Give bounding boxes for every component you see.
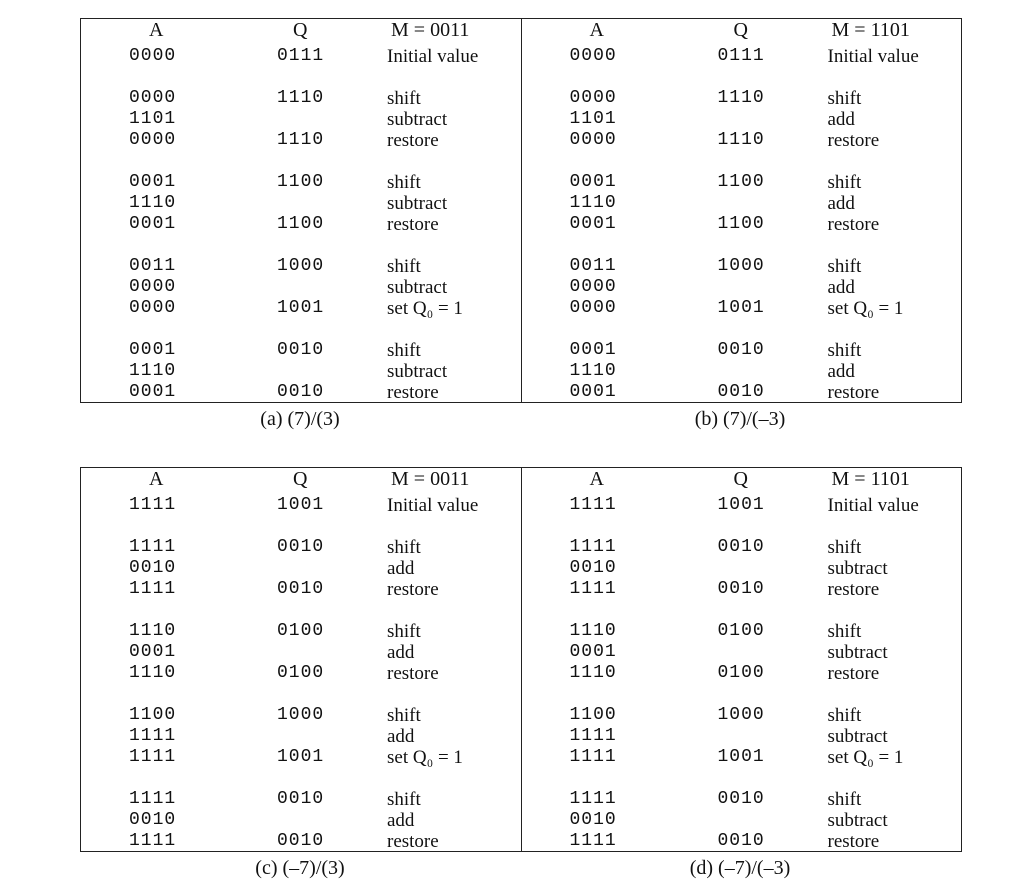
- register-a-cell: 1111: [129, 537, 177, 557]
- register-q-cell: 0100: [277, 663, 325, 683]
- table-row: [81, 277, 521, 298]
- column-header-a: A: [149, 19, 164, 41]
- table-row: [522, 193, 962, 214]
- register-q-cell: 1000: [277, 705, 325, 725]
- operation-cell: set Q₀ = 1: [827, 747, 904, 768]
- table-row: [81, 130, 521, 151]
- register-q-cell: 1001: [277, 495, 325, 515]
- column-header-m: M = 1101: [831, 19, 910, 41]
- operation-cell: Initial value: [387, 46, 479, 67]
- register-q-cell: 0010: [277, 831, 325, 851]
- operation-cell: shift: [387, 256, 421, 277]
- register-q-cell: 1000: [717, 256, 765, 276]
- register-a-cell: 0001: [129, 214, 177, 234]
- column-header-a: A: [589, 468, 604, 490]
- table-row: [522, 88, 962, 109]
- register-a-cell: 1101: [129, 109, 177, 129]
- table-row: [522, 831, 962, 852]
- register-a-cell: 0000: [569, 46, 617, 66]
- operation-cell: shift: [387, 621, 421, 642]
- register-q-cell: 0111: [717, 46, 765, 66]
- table-row: [522, 558, 962, 579]
- register-q-cell: 0010: [277, 789, 325, 809]
- operation-cell: set Q₀ = 1: [387, 298, 463, 319]
- operation-cell: subtract: [827, 558, 888, 579]
- register-a-cell: 0001: [569, 172, 617, 192]
- table-row: [522, 705, 962, 726]
- table-row: [81, 810, 521, 831]
- operation-cell: shift: [827, 340, 862, 361]
- table-row: [522, 298, 962, 319]
- register-q-cell: 1110: [717, 88, 765, 108]
- table-row: [522, 747, 962, 768]
- table-row: [522, 109, 962, 130]
- operation-cell: subtract: [827, 810, 888, 831]
- table-row: [522, 495, 962, 516]
- caption-c: (c) (–7)/(3): [255, 857, 345, 879]
- operation-cell: add: [387, 642, 415, 663]
- table-row: [81, 495, 521, 516]
- register-a-cell: 0010: [569, 810, 617, 830]
- table-row: [522, 537, 962, 558]
- register-q-cell: 1001: [717, 495, 765, 515]
- register-a-cell: 0010: [129, 810, 177, 830]
- operation-cell: set Q₀ = 1: [827, 298, 904, 319]
- table-row: [522, 172, 962, 193]
- table-row: [81, 537, 521, 558]
- register-q-cell: 0010: [277, 382, 325, 402]
- register-q-cell: 0010: [717, 831, 765, 851]
- register-a-cell: 1110: [129, 361, 177, 381]
- register-q-cell: 1000: [277, 256, 325, 276]
- register-a-cell: 0011: [569, 256, 617, 276]
- operation-cell: restore: [827, 214, 880, 235]
- table-row: [522, 277, 962, 298]
- register-a-cell: 0011: [129, 256, 177, 276]
- register-a-cell: 1111: [129, 831, 177, 851]
- table-row: [81, 256, 521, 277]
- register-a-cell: 1111: [129, 579, 177, 599]
- register-a-cell: 0010: [129, 558, 177, 578]
- register-a-cell: 1100: [569, 705, 617, 725]
- register-a-cell: 0000: [129, 130, 177, 150]
- register-q-cell: 0010: [277, 537, 325, 557]
- register-q-cell: 1000: [717, 705, 765, 725]
- register-a-cell: 1101: [569, 109, 617, 129]
- column-header-a: A: [589, 19, 604, 41]
- operation-cell: shift: [387, 705, 421, 726]
- table-row: [81, 340, 521, 361]
- operation-cell: subtract: [827, 642, 888, 663]
- register-a-cell: 1110: [569, 361, 617, 381]
- register-q-cell: 0010: [277, 340, 325, 360]
- panel-d: [521, 468, 962, 851]
- register-a-cell: 1111: [569, 726, 617, 746]
- operation-cell: subtract: [827, 726, 888, 747]
- table-row: [522, 810, 962, 831]
- table-row: [81, 705, 521, 726]
- operation-cell: restore: [387, 382, 439, 403]
- register-q-cell: 0100: [717, 663, 765, 683]
- operation-cell: restore: [827, 579, 880, 600]
- table-row: [522, 382, 962, 403]
- table-row: [522, 579, 962, 600]
- caption-b: (b) (7)/(–3): [694, 408, 786, 430]
- table-row: [81, 747, 521, 768]
- operation-cell: shift: [827, 172, 862, 193]
- table-row: [81, 789, 521, 810]
- table-row: [522, 663, 962, 684]
- register-a-cell: 0001: [569, 382, 617, 402]
- register-a-cell: 1111: [129, 747, 177, 767]
- register-a-cell: 0010: [569, 558, 617, 578]
- panel-b: [521, 19, 962, 402]
- table-row: [522, 726, 962, 747]
- register-a-cell: 0000: [129, 88, 177, 108]
- register-a-cell: 1110: [569, 663, 617, 683]
- operation-cell: set Q₀ = 1: [387, 747, 463, 768]
- register-a-cell: 1111: [129, 495, 177, 515]
- operation-cell: subtract: [387, 193, 448, 214]
- operation-cell: shift: [387, 340, 421, 361]
- division-examples-top: [80, 18, 962, 430]
- register-a-cell: 1111: [569, 747, 617, 767]
- operation-cell: restore: [827, 663, 880, 684]
- operation-cell: shift: [387, 537, 421, 558]
- register-a-cell: 0000: [569, 130, 617, 150]
- table-row: [81, 663, 521, 684]
- register-q-cell: 1110: [717, 130, 765, 150]
- column-header-q: Q: [293, 19, 308, 41]
- register-q-cell: 1001: [277, 747, 325, 767]
- operation-cell: restore: [827, 382, 880, 403]
- register-q-cell: 0010: [717, 382, 765, 402]
- operation-cell: add: [387, 558, 415, 579]
- table-row: [81, 361, 521, 382]
- operation-cell: shift: [827, 88, 862, 109]
- register-q-cell: 1110: [277, 130, 325, 150]
- column-header-q: Q: [293, 468, 308, 490]
- register-a-cell: 1111: [569, 831, 617, 851]
- table-row: [522, 361, 962, 382]
- operation-cell: shift: [827, 621, 862, 642]
- table-row: [522, 789, 962, 810]
- register-a-cell: 0001: [129, 172, 177, 192]
- register-a-cell: 1111: [569, 579, 617, 599]
- register-q-cell: 1001: [717, 298, 765, 318]
- operation-cell: add: [827, 361, 855, 382]
- register-q-cell: 1100: [277, 172, 325, 192]
- operation-cell: shift: [827, 256, 862, 277]
- table-box-top: [80, 18, 962, 403]
- operation-cell: subtract: [387, 277, 448, 298]
- register-a-cell: 0001: [569, 340, 617, 360]
- table-row: [81, 831, 521, 852]
- operation-cell: restore: [827, 130, 880, 151]
- operation-cell: add: [387, 810, 415, 831]
- register-q-cell: 0010: [717, 579, 765, 599]
- table-row: [81, 298, 521, 319]
- operation-cell: add: [827, 109, 855, 130]
- register-a-cell: 1110: [129, 621, 177, 641]
- register-a-cell: 1111: [569, 789, 617, 809]
- register-q-cell: 0100: [717, 621, 765, 641]
- operation-cell: restore: [827, 831, 880, 852]
- table-row: [81, 579, 521, 600]
- table-row: [81, 558, 521, 579]
- operation-cell: shift: [387, 88, 421, 109]
- register-a-cell: 0001: [129, 340, 177, 360]
- register-q-cell: 0100: [277, 621, 325, 641]
- operation-cell: subtract: [387, 361, 448, 382]
- table-row: [522, 256, 962, 277]
- register-q-cell: 0010: [717, 789, 765, 809]
- register-q-cell: 0010: [277, 579, 325, 599]
- column-header-q: Q: [733, 468, 748, 490]
- register-a-cell: 0001: [129, 642, 177, 662]
- table-row: [81, 193, 521, 214]
- register-q-cell: 1110: [277, 88, 325, 108]
- column-header-m: M = 0011: [391, 468, 470, 490]
- register-a-cell: 1111: [569, 537, 617, 557]
- table-row: [81, 382, 521, 403]
- division-examples-bottom: [80, 467, 962, 879]
- register-a-cell: 1111: [569, 495, 617, 515]
- operation-cell: shift: [827, 537, 862, 558]
- table-row: [522, 642, 962, 663]
- operation-cell: add: [387, 726, 415, 747]
- column-header-a: A: [149, 468, 164, 490]
- register-q-cell: 1001: [717, 747, 765, 767]
- register-a-cell: 1100: [129, 705, 177, 725]
- operation-cell: add: [827, 277, 855, 298]
- table-box-bottom: [80, 467, 962, 852]
- register-a-cell: 0000: [569, 277, 617, 297]
- operation-cell: shift: [827, 789, 862, 810]
- register-q-cell: 0010: [717, 340, 765, 360]
- table-row: [522, 340, 962, 361]
- register-q-cell: 0111: [277, 46, 325, 66]
- operation-cell: subtract: [387, 109, 448, 130]
- register-a-cell: 0001: [129, 382, 177, 402]
- panel-c: [81, 468, 521, 851]
- operation-cell: restore: [387, 579, 439, 600]
- table-row: [81, 726, 521, 747]
- table-row: [81, 621, 521, 642]
- register-a-cell: 1110: [569, 621, 617, 641]
- table-row: [81, 172, 521, 193]
- operation-cell: restore: [387, 663, 439, 684]
- register-q-cell: 1001: [277, 298, 325, 318]
- table-row: [81, 88, 521, 109]
- register-a-cell: 0000: [129, 298, 177, 318]
- table-row: [81, 642, 521, 663]
- operation-cell: shift: [827, 705, 862, 726]
- register-q-cell: 1100: [277, 214, 325, 234]
- column-header-m: M = 0011: [391, 19, 470, 41]
- register-a-cell: 1111: [129, 789, 177, 809]
- register-a-cell: 0000: [569, 298, 617, 318]
- register-q-cell: 1100: [717, 214, 765, 234]
- table-row: [522, 214, 962, 235]
- register-a-cell: 1111: [129, 726, 177, 746]
- column-header-m: M = 1101: [831, 468, 910, 490]
- operation-cell: shift: [387, 172, 421, 193]
- operation-cell: Initial value: [827, 495, 919, 516]
- register-a-cell: 1110: [129, 663, 177, 683]
- table-row: [81, 214, 521, 235]
- register-a-cell: 0000: [129, 277, 177, 297]
- register-q-cell: 0010: [717, 537, 765, 557]
- caption-a: (a) (7)/(3): [260, 408, 340, 430]
- operation-cell: restore: [387, 214, 439, 235]
- table-row: [522, 46, 962, 67]
- operation-cell: Initial value: [827, 46, 919, 67]
- table-row: [522, 130, 962, 151]
- table-row: [81, 46, 521, 67]
- register-q-cell: 1100: [717, 172, 765, 192]
- register-a-cell: 0001: [569, 214, 617, 234]
- operation-cell: Initial value: [387, 495, 479, 516]
- operation-cell: add: [827, 193, 855, 214]
- register-a-cell: 0000: [129, 46, 177, 66]
- panel-a: [81, 19, 521, 402]
- register-a-cell: 1110: [569, 193, 617, 213]
- register-a-cell: 1110: [129, 193, 177, 213]
- register-a-cell: 0000: [569, 88, 617, 108]
- table-row: [522, 621, 962, 642]
- caption-d: (d) (–7)/(–3): [689, 857, 791, 879]
- operation-cell: shift: [387, 789, 421, 810]
- operation-cell: restore: [387, 831, 439, 852]
- column-header-q: Q: [733, 19, 748, 41]
- register-a-cell: 0001: [569, 642, 617, 662]
- table-row: [81, 109, 521, 130]
- operation-cell: restore: [387, 130, 439, 151]
